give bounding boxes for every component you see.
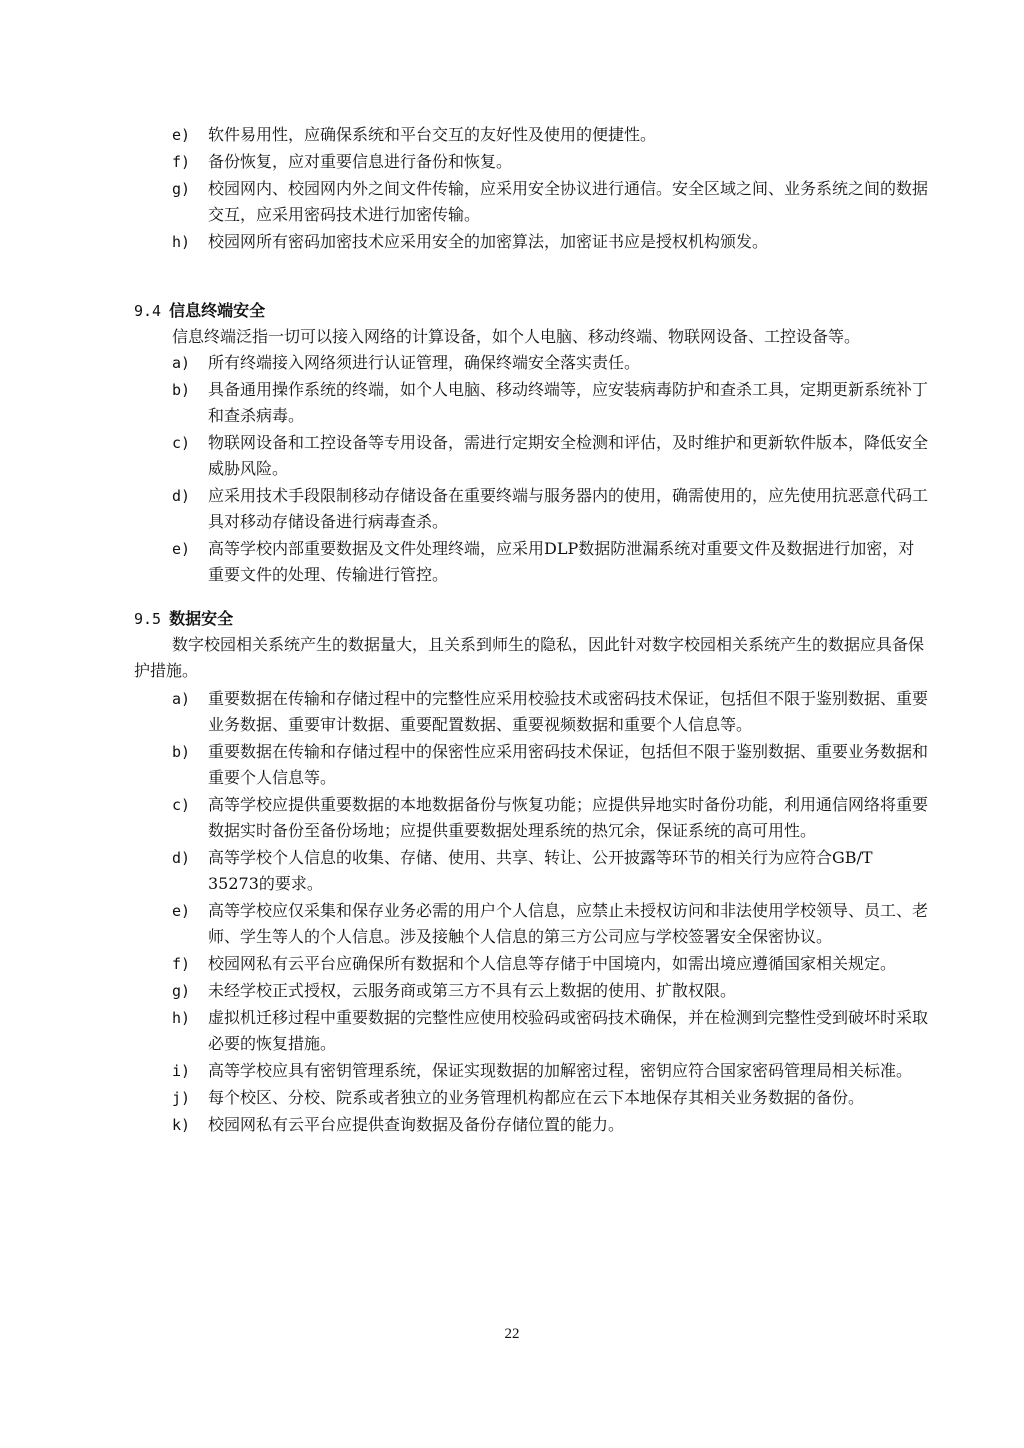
list-text: 校园网内、校园网内外之间文件传输，应采用安全协议进行通信。安全区域之间、业务系统之间的数据交互，应采用密码技术进行加密传输。	[208, 179, 929, 224]
list-text: 高等学校应仅采集和保存业务必需的用户个人信息，应禁止未授权访问和非法使用学校领导、员工、老师、学生等人的个人信息。涉及接触个人信息的第三方公司应与学校签署安全保密协议。	[208, 901, 929, 946]
list-text: 高等学校应具有密钥管理系统，保证实现数据的加解密过程，密钥应符合国家密码管理局相关标准。	[208, 1061, 913, 1080]
list-item	[0, 1005, 1024, 1057]
list-text: 物联网设备和工控设备等专用设备，需进行定期安全检测和评估，及时维护和更新软件版本，降低安全威胁风险。	[208, 433, 929, 478]
list-marker: e)	[172, 126, 191, 144]
top-list	[0, 122, 1024, 256]
list-marker: d)	[172, 487, 191, 505]
list-item	[0, 898, 1024, 950]
list-text: 高等学校个人信息的收集、存储、使用、共享、转让、公开披露等环节的相关行为应符合GB/T 35273的要求。	[208, 848, 873, 893]
page-number: 22	[504, 1326, 520, 1342]
section-number: 9.5	[134, 610, 162, 628]
section-number: 9.4	[134, 302, 162, 320]
list-item	[0, 739, 1024, 791]
section-title: 信息终端安全	[169, 301, 266, 320]
list-text: 备份恢复，应对重要信息进行备份和恢复。	[208, 152, 513, 171]
list-text: 未经学校正式授权，云服务商或第三方不具有云上数据的使用、扩散权限。	[208, 981, 737, 1000]
section-9-5-list	[0, 686, 1024, 1139]
list-text: 重要数据在传输和存储过程中的完整性应采用校验技术或密码技术保证，包括但不限于鉴别数据、重要业务数据、重要审计数据、重要配置数据、重要视频数据和重要个人信息等。	[208, 689, 929, 734]
section-title: 数据安全	[169, 609, 234, 628]
list-text: 重要数据在传输和存储过程中的保密性应采用密码技术保证，包括但不限于鉴别数据、重要业务数据和重要个人信息等。	[208, 742, 929, 787]
list-marker: f)	[172, 955, 191, 973]
list-item	[0, 229, 1024, 255]
list-marker: b)	[172, 381, 191, 399]
section-heading	[134, 298, 265, 324]
list-text: 应采用技术手段限制移动存储设备在重要终端与服务器内的使用，确需使用的，应先使用抗恶意代码工具对移动存储设备进行病毒查杀。	[208, 486, 929, 531]
list-marker: a)	[172, 354, 191, 372]
list-item	[0, 483, 1024, 535]
list-marker: k)	[172, 1116, 191, 1134]
list-item	[0, 1085, 1024, 1111]
list-item	[0, 951, 1024, 977]
list-text: 校园网所有密码加密技术应采用安全的加密算法，加密证书应是授权机构颁发。	[208, 232, 769, 251]
list-marker: c)	[172, 434, 191, 452]
list-marker: h)	[172, 233, 191, 251]
section-intro: 数字校园相关系统产生的数据量大，且关系到师生的隐私，因此针对数字校园相关系统产生的数据应具备保护措施。	[134, 635, 925, 680]
list-text: 软件易用性，应确保系统和平台交互的友好性及使用的便捷性。	[208, 125, 657, 144]
list-text: 每个校区、分校、院系或者独立的业务管理机构都应在云下本地保存其相关业务数据的备份。	[208, 1088, 865, 1107]
list-text: 具备通用操作系统的终端，如个人电脑、移动终端等，应安装病毒防护和查杀工具，定期更新系统补丁和查杀病毒。	[208, 380, 929, 425]
list-marker: d)	[172, 849, 191, 867]
list-marker: a)	[172, 690, 191, 708]
list-item	[0, 430, 1024, 482]
list-marker: b)	[172, 743, 191, 761]
section-heading	[134, 606, 233, 632]
list-item	[0, 792, 1024, 844]
list-text: 高等学校应提供重要数据的本地数据备份与恢复功能；应提供异地实时备份功能，利用通信网络将重要数据实时备份至备份场地；应提供重要数据处理系统的热冗余，保证系统的高可用性。	[208, 795, 929, 840]
list-marker: c)	[172, 796, 191, 814]
list-marker: i)	[172, 1062, 191, 1080]
list-marker: e)	[172, 902, 191, 920]
list-item	[0, 122, 1024, 148]
list-text: 虚拟机迁移过程中重要数据的完整性应使用校验码或密码技术确保，并在检测到完整性受到破坏时采取必要的恢复措施。	[208, 1008, 929, 1053]
list-text: 校园网私有云平台应提供查询数据及备份存储位置的能力。	[208, 1115, 625, 1134]
list-marker: h)	[172, 1009, 191, 1027]
section-intro: 信息终端泛指一切可以接入网络的计算设备，如个人电脑、移动终端、物联网设备、工控设备等。	[172, 327, 861, 346]
list-item	[0, 176, 1024, 228]
list-marker: g)	[172, 982, 191, 1000]
list-marker: j)	[172, 1089, 191, 1107]
list-marker: e)	[172, 540, 191, 558]
section-9-4-list	[0, 350, 1024, 589]
list-text: 校园网私有云平台应确保所有数据和个人信息等存储于中国境内，如需出境应遵循国家相关规定。	[208, 954, 897, 973]
list-text: 所有终端接入网络须进行认证管理，确保终端安全落实责任。	[208, 353, 641, 372]
list-item	[0, 377, 1024, 429]
list-item	[0, 536, 1024, 588]
list-text: 高等学校内部重要数据及文件处理终端，应采用DLP数据防泄漏系统对重要文件及数据进行加密，对重要文件的处理、传输进行管控。	[208, 539, 915, 584]
list-item	[0, 978, 1024, 1004]
list-item	[0, 845, 1024, 897]
list-item	[0, 350, 1024, 376]
list-item	[0, 149, 1024, 175]
list-marker: g)	[172, 180, 191, 198]
list-item	[0, 686, 1024, 738]
list-item	[0, 1112, 1024, 1138]
list-item	[0, 1058, 1024, 1084]
list-marker: f)	[172, 153, 191, 171]
